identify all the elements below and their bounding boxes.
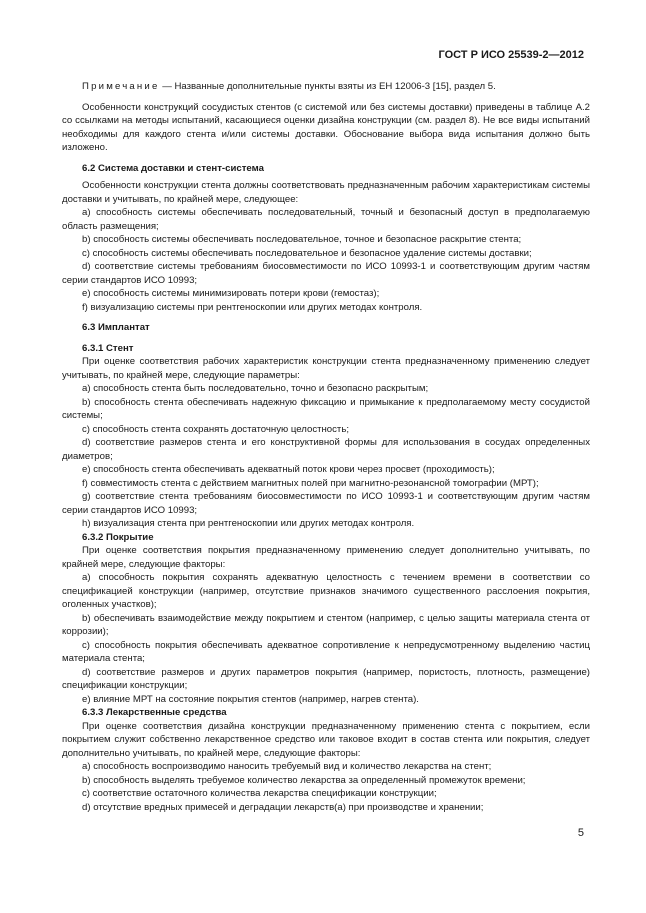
document-header: ГОСТ Р ИСО 25539-2—2012 xyxy=(438,49,584,61)
list-item: c) соответствие остаточного количества лекарства спецификации конструкции; xyxy=(82,788,437,799)
note xyxy=(62,80,590,94)
list-item: b) способность выделять требуемое количество лекарства за определенный промежуток времени; xyxy=(82,774,526,786)
list-item: a) способность стента быть последовательно, точно и безопасно раскрытым; xyxy=(82,383,429,394)
list-item: b) обеспечивать взаимодействие между покрытием и стентом (например, с целью защиты материала стента от коррозии); xyxy=(62,612,590,637)
list-item: c) способность покрытия обеспечивать адекватное сопротивление к непредусмотренному выделению частиц материала стента; xyxy=(62,639,590,664)
note-text: — Названные дополнительные пункты взяты из ЕН 12006-3 [15], раздел 5. xyxy=(159,81,496,92)
list-item: a) способность системы обеспечивать последовательный, точный и безопасный доступ в предполагаемую область размещения; xyxy=(62,207,590,232)
list-item: c) способность системы обеспечивать последовательное и безопасное удаление системы доставки; xyxy=(82,247,532,259)
intro-paragraph: Особенности конструкций сосудистых стентов (с системой или без системы доставки) приведены в таблице А.2 со ссылками на методы испытаний, касающиеся оценки дизайна конструкции (см. раздел 8). Не все виды испытаний необходимы для каждого стента и/или системы доставки. Обоснование выбора вида испытания должно быть изложено. xyxy=(62,101,590,153)
list-item: g) соответствие стента требованиям биосовместимости по ИСО 10993-1 и соответствующим другим частям серии стандартов ИСО 10993; xyxy=(62,491,590,516)
section-6-3-1-title: 6.3.1 Стент xyxy=(82,342,134,354)
list-item: d) соответствие размеров и других параметров покрытия (например, пористость, плотность, размещение) спецификации конструкции; xyxy=(62,666,590,691)
list-item: b) способность системы обеспечивать последовательное, точное и безопасное раскрытие стента; xyxy=(82,234,522,245)
list-item: b) способность стента обеспечивать надежную фиксацию и примыкание к предполагаемому месту сосудистой системы; xyxy=(62,396,590,421)
section-6-2-title: 6.2 Система доставки и стент-система xyxy=(82,162,264,174)
list-item: d) отсутствие вредных примесей и деградации лекарств(а) при производстве и хранении; xyxy=(82,801,484,813)
section-6-3-3-title: 6.3.3 Лекарственные средства xyxy=(82,707,227,718)
list-item: e) влияние МРТ на состояние покрытия стентов (например, нагрев стента). xyxy=(82,693,419,705)
section-6-3-3-lead: При оценке соответствия дизайна конструкции предназначенному применению стента с покрытием, если покрытием служит собственно лекарственное средство или таковое входит в состав стента или покрытия, следует дополнительно учитывать, по крайней мере, следующие факторы: xyxy=(62,720,590,759)
list-item: e) способность системы минимизировать потери крови (гемостаз); xyxy=(82,288,380,299)
section-6-3-2-lead: При оценке соответствия покрытия предназначенному применению следует дополнительно учитывать, по крайней мере, следующие факторы: xyxy=(62,545,590,570)
section-6-2-lead: Особенности конструкции стента должны соответствовать предназначенным рабочим характеристикам системы доставки и учитывать, по крайней мере, следующее: xyxy=(62,180,590,205)
section-6-3-2-title: 6.3.2 Покрытие xyxy=(82,531,154,543)
list-item: h) визуализация стента при рентгеноскопии или других методах контроля. xyxy=(82,518,415,529)
list-item: f) совместимость стента с действием магнитных полей при магнитно-резонансной томографии (МРТ); xyxy=(82,477,539,489)
list-item: d) соответствие размеров стента и его конструктивной формы для использования в сосудах определенных диаметров; xyxy=(62,437,590,462)
list-item: f) визуализацию системы при рентгеноскопии или других методах контроля. xyxy=(82,301,423,313)
section-6-3-1-lead: При оценке соответствия рабочих характеристик конструкции стента предназначенному применению следует учитывать, по крайней мере, следующие параметры: xyxy=(62,356,590,381)
page-number: 5 xyxy=(577,827,584,839)
list-item: a) способность покрытия сохранять адекватную целостность с течением времени в соответствии со спецификацией конструкции (например, отсутствие признаков значимого существенного расслоения покрытия, оголенных участков); xyxy=(62,572,590,610)
note-label: Примечание xyxy=(82,81,160,92)
list-item: d) соответствие системы требованиям биосовместимости по ИСО 10993-1 и соответствующим другим частям серии стандартов ИСО 10993; xyxy=(62,261,590,286)
section-6-3-title: 6.3 Имплантат xyxy=(82,322,150,333)
list-item: a) способность воспроизводимо наносить требуемый вид и количество лекарства на стент; xyxy=(82,761,492,772)
list-item: c) способность стента сохранять достаточную целостность; xyxy=(82,423,349,435)
document-body xyxy=(62,80,590,814)
list-item: e) способность стента обеспечивать адекватный поток крови через просвет (проходимость); xyxy=(82,464,495,475)
